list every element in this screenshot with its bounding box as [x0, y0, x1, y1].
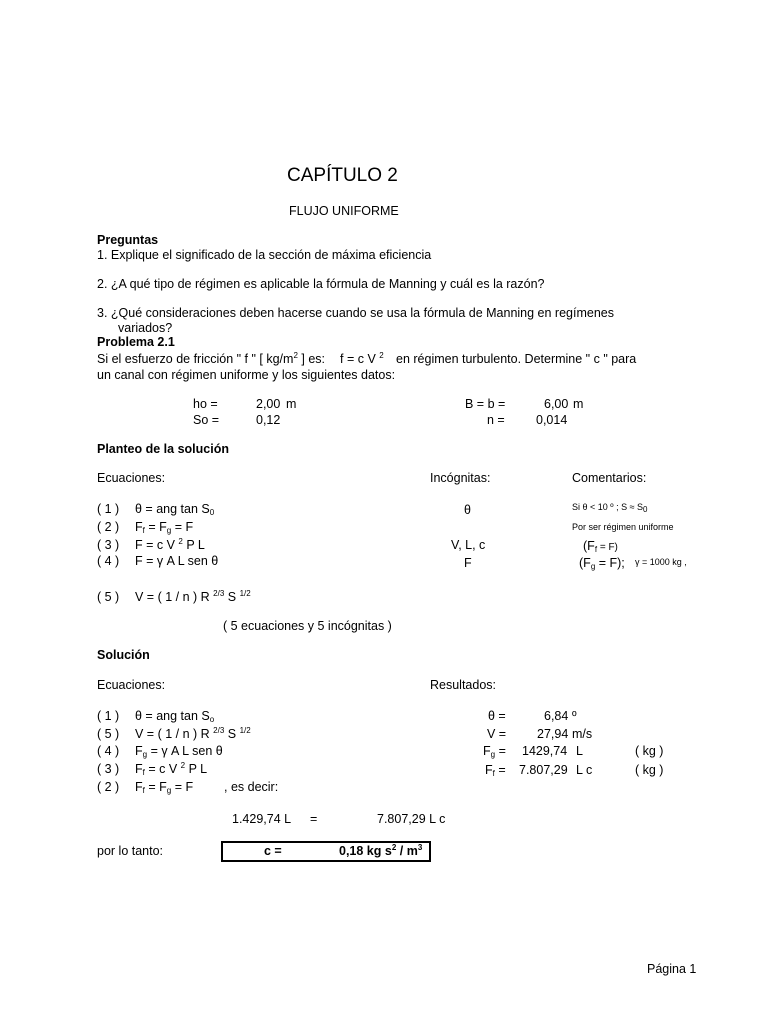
planteo-eq-num-4: ( 4 ) [97, 554, 120, 568]
planteo-col-equations: Ecuaciones: [97, 471, 166, 485]
so-label: So = [193, 413, 220, 427]
planteo-eq-3: F = c V $^2$ P L [135, 537, 205, 552]
answer-label: c = [264, 844, 282, 858]
solucion-col-equations: Ecuaciones: [97, 678, 166, 692]
question-3-line-2: variados? [118, 321, 173, 335]
comment-small-angle: Si θ < 10 º ; $S \approx S_0$ [572, 502, 648, 514]
equality-right: 7.807,29 L c [377, 812, 446, 826]
comment-ff-eq-f: $(F_f = F)$ [583, 539, 618, 554]
result-ff-value: 7.807,29 [519, 763, 568, 777]
planteo-eq-num-5: ( 5 ) [97, 590, 120, 604]
result-theta-unit: º [572, 709, 577, 723]
question-2: 2. ¿A qué tipo de régimen es aplicable la fórmula de Manning y cuál es la razón? [97, 277, 545, 291]
solucion-col-results: Resultados: [430, 678, 497, 692]
n-label: n = [487, 413, 505, 427]
planteo-col-comments: Comentarios: [572, 471, 647, 485]
planteo-eq-5: V = ( 1 / n ) R $^{2/3}$ S $^{1/2}$ [135, 589, 251, 604]
solucion-eq-num-2: ( 2 ) [97, 780, 120, 794]
solucion-eq-num-1: ( 1 ) [97, 709, 120, 723]
solucion-eq-1: θ = ang $\tan S_o$ [135, 709, 215, 724]
result-theta-symbol: θ = [488, 709, 506, 723]
es-decir: , es decir: [224, 780, 279, 794]
equality-left: 1.429,74 L [232, 812, 292, 826]
friction-formula: f = c V $^2$ [340, 351, 384, 366]
planteo-heading: Planteo de la solución [97, 442, 229, 456]
planteo-eq-num-2: ( 2 ) [97, 520, 120, 534]
result-v-symbol: V = [487, 727, 507, 741]
ho-value: 2,00 [256, 397, 281, 411]
result-fg-value: 1429,74 [522, 744, 568, 758]
result-fg-note: ( kg ) [635, 744, 664, 758]
comment-uniform-regime: Por ser régimen uniforme [572, 522, 674, 532]
solucion-eq-3: $F_f = c$ V $^2$ P L [135, 761, 208, 777]
problem-statement-line-2: un canal con régimen uniforme y los siguientes datos: [97, 368, 396, 382]
ho-label: ho = [193, 397, 218, 411]
page-number: Página 1 [647, 962, 697, 976]
equation-count-note: ( 5 ecuaciones y 5 incógnitas ) [223, 619, 392, 633]
n-value: 0,014 [536, 413, 568, 427]
result-fg-unit: L [576, 744, 583, 758]
question-1: 1. Explique el significado de la sección de máxima eficiencia [97, 248, 432, 262]
result-ff-note: ( kg ) [635, 763, 664, 777]
therefore-label: por lo tanto: [97, 844, 164, 858]
solucion-eq-num-3: ( 3 ) [97, 762, 120, 776]
solucion-eq-2: $F_f = F_g = F$ [135, 780, 194, 795]
question-3-line-1: 3. ¿Qué consideraciones deben hacerse cuando se usa la fórmula de Manning en regímenes [97, 306, 614, 320]
b-label: B = b = [465, 397, 506, 411]
problem-statement-line-1: Si el esfuerzo de fricción " f " [ $kg/m^2$ ] es: [97, 351, 325, 366]
questions-heading: Preguntas [97, 233, 159, 247]
planteo-eq-num-1: ( 1 ) [97, 502, 120, 516]
solucion-eq-num-5: ( 5 ) [97, 727, 120, 741]
unknown-f: F [464, 556, 472, 570]
result-theta-value: 6,84 [544, 709, 569, 723]
solucion-eq-5: V = ( 1 / n ) R $^{2/3}$ S $^{1/2}$ [135, 726, 251, 741]
comment-gamma: γ = 1000 kg , [635, 557, 687, 567]
chapter-subtitle: FLUJO UNIFORME [289, 204, 399, 218]
planteo-eq-1: θ = ang $\tan S_0$ [135, 502, 215, 517]
so-value: 0,12 [256, 413, 281, 427]
planteo-eq-4: F = γ A L sen θ [135, 554, 219, 568]
b-value: 6,00 [544, 397, 569, 411]
ho-unit: m [286, 397, 297, 411]
result-ff-symbol: $F_f$ = [485, 763, 506, 778]
planteo-col-unknowns: Incógnitas: [430, 471, 491, 485]
result-ff-unit: L c [576, 763, 593, 777]
unknown-theta: θ [464, 503, 471, 517]
problem-heading: Problema 2.1 [97, 335, 175, 349]
b-unit: m [573, 397, 584, 411]
solucion-heading: Solución [97, 648, 150, 662]
solucion-eq-num-4: ( 4 ) [97, 744, 120, 758]
planteo-eq-num-3: ( 3 ) [97, 538, 120, 552]
planteo-eq-2: $F_f = F_g = F$ [135, 520, 194, 535]
answer-value: 0,18 kg $s^2 / m^3$ [339, 843, 423, 858]
problem-statement-line-1-tail: en régimen turbulento. Determine " c " para [396, 352, 637, 366]
comment-fg-eq-f: $(F_g = F)$; [579, 556, 625, 571]
solucion-eq-4: $F_g = \gamma$ A L sen θ [135, 744, 223, 759]
result-v-unit: m/s [572, 727, 593, 741]
chapter-title: CAPÍTULO 2 [287, 165, 398, 186]
result-v-value: 27,94 [537, 727, 569, 741]
result-fg-symbol: $F_g$ = [483, 744, 506, 759]
unknown-v-l-c: V, L, c [451, 538, 486, 552]
equality-sign: = [310, 812, 318, 826]
